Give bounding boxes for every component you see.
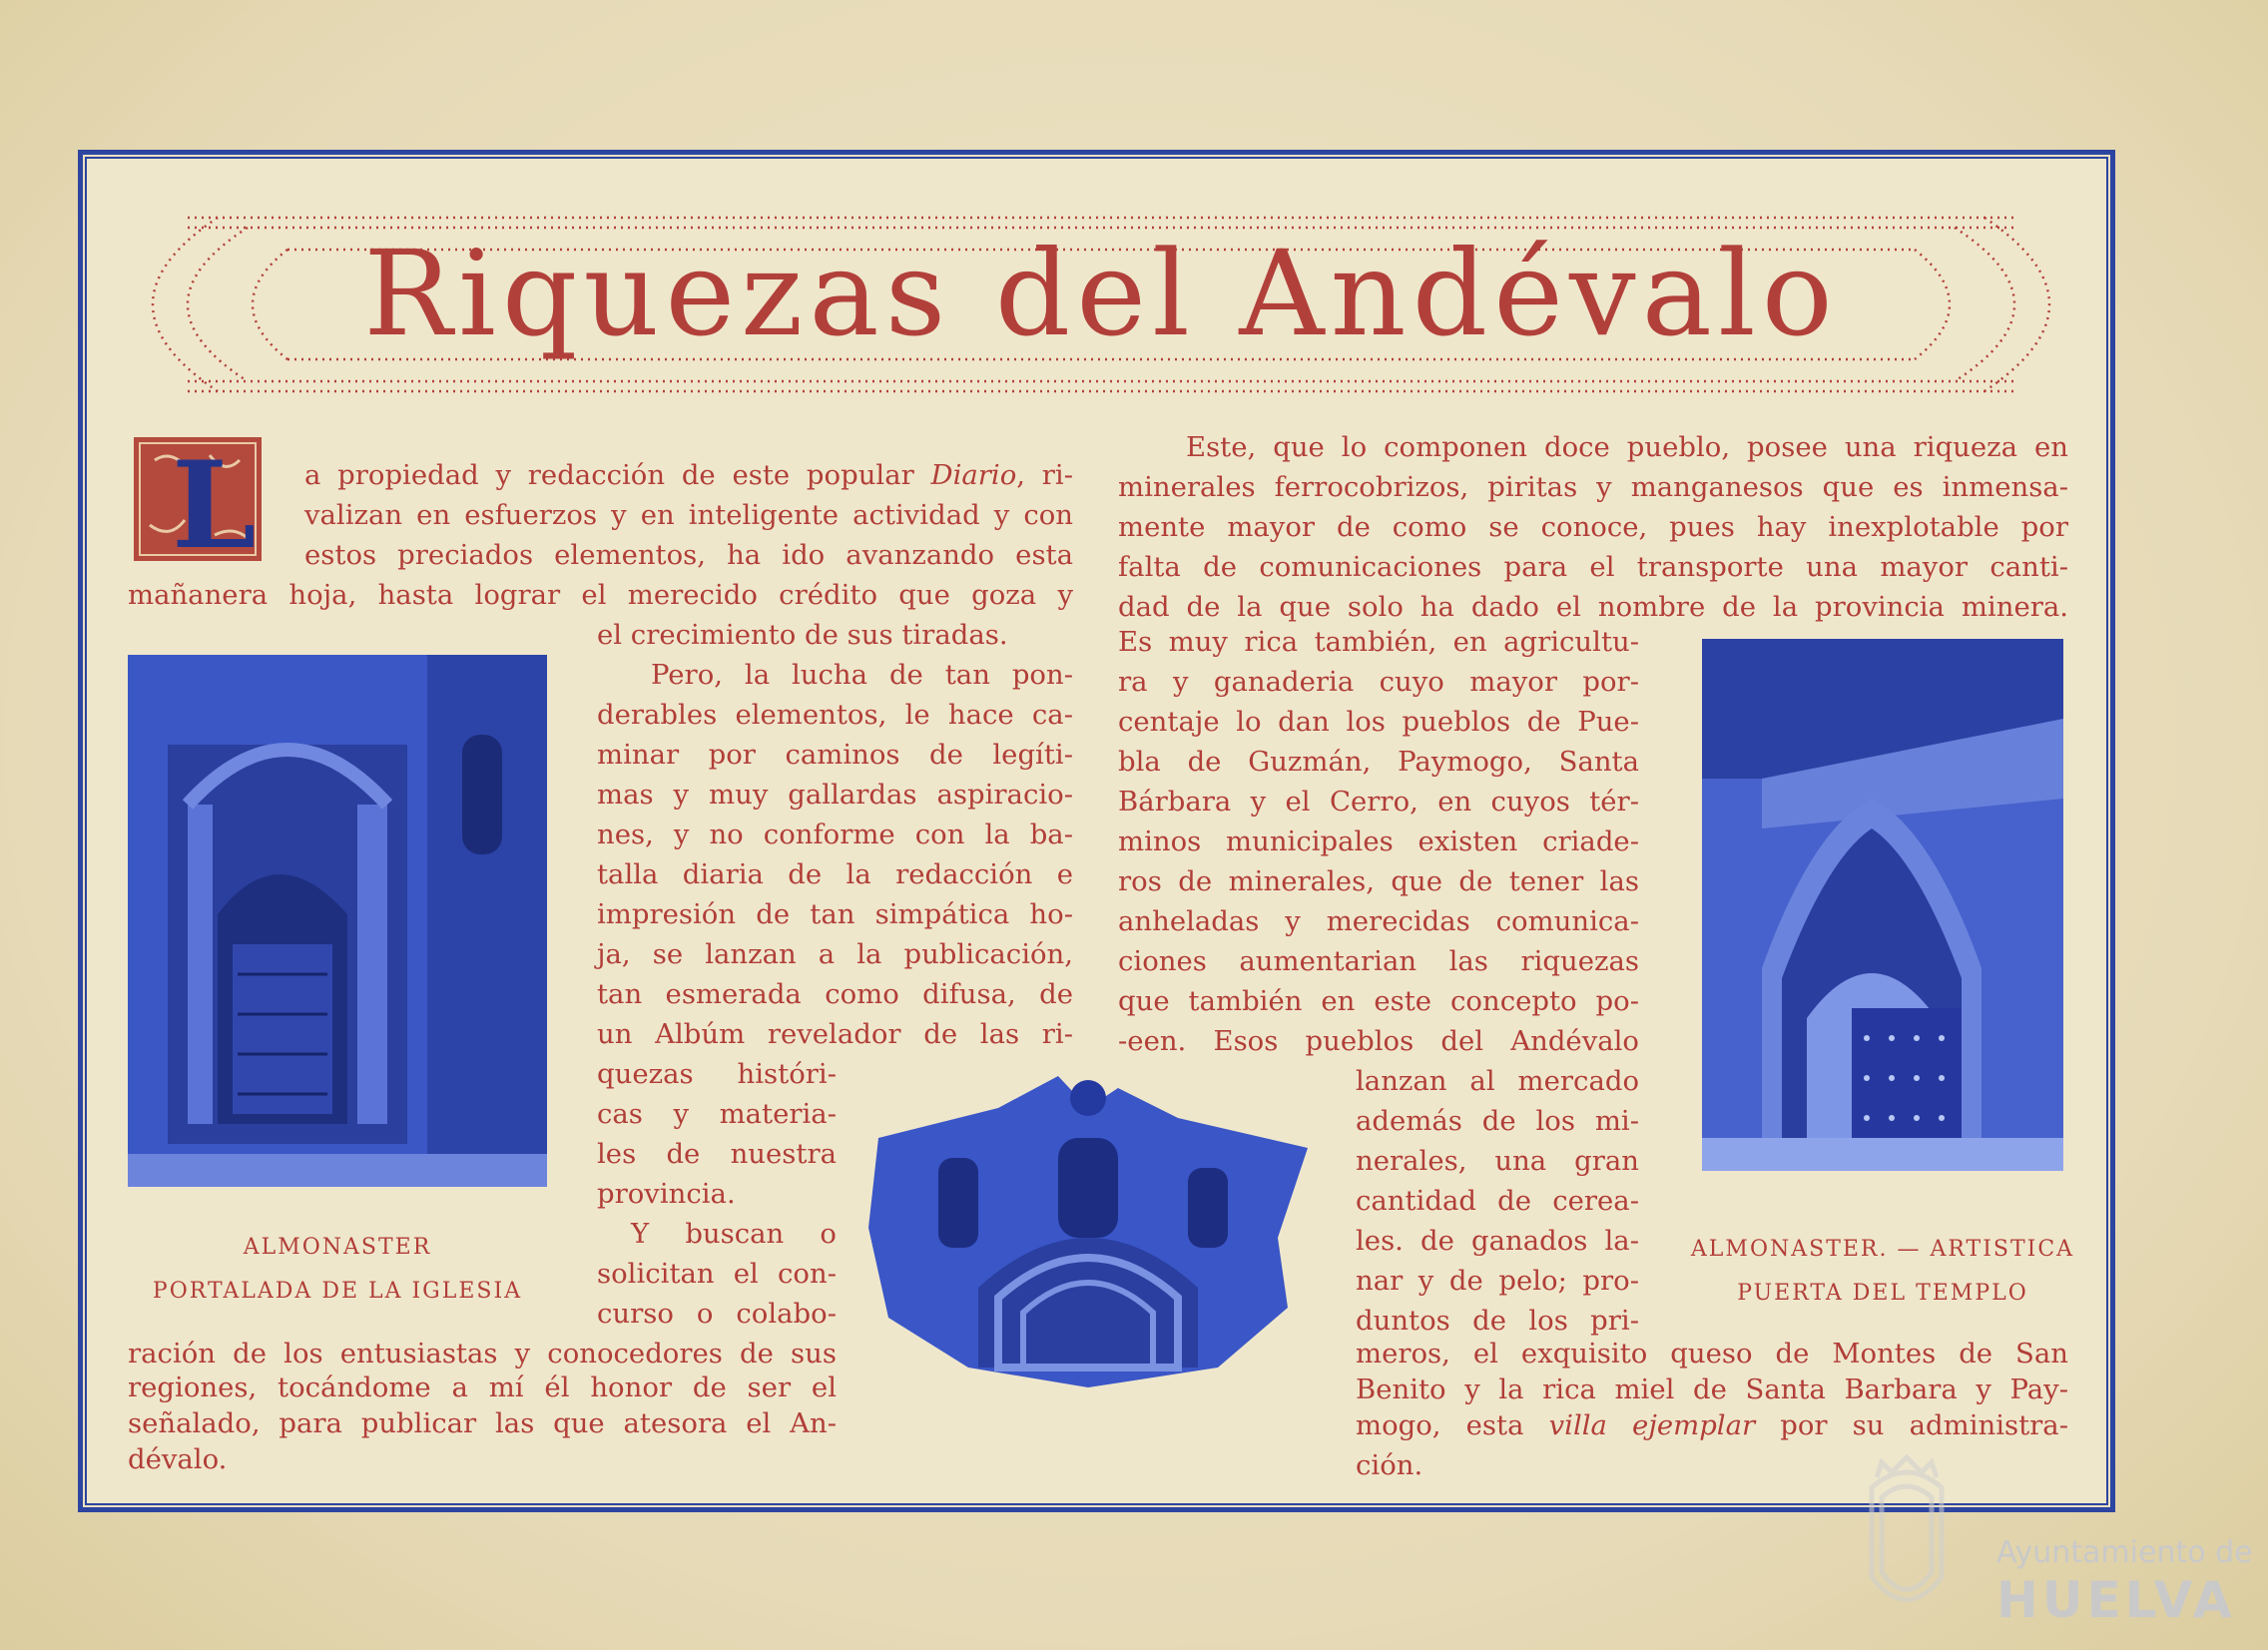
text-line: tan esmerada como difusa, de — [597, 978, 1073, 1010]
text-line: además de los mi- — [1356, 1105, 1639, 1137]
photo-almonaster-puerta — [1702, 639, 2063, 1171]
text-line: ción. — [1356, 1449, 1423, 1481]
text-line: a propiedad y redacción de este popular Diario, ri- — [304, 459, 1073, 491]
text-line: nes, y no conforme con la ba- — [597, 819, 1073, 850]
text-line: valizan en esfuerzos y en inteligente actividad y con — [304, 499, 1073, 531]
text-line: centaje lo dan los pueblos de Pue- — [1118, 706, 1639, 738]
text-line: dad de la que solo ha dado el nombre de la provincia minera. — [1118, 591, 2068, 623]
text-line: cas y materia- — [597, 1098, 837, 1130]
dropcap-letter: L — [172, 435, 257, 565]
text-line: Este, que lo componen doce pueblo, posee una riqueza en — [1186, 431, 2068, 463]
caption-right-line1: ALMONASTER. — ARTISTICA — [1690, 1237, 2075, 1262]
watermark-line1: Ayuntamiento de — [1996, 1535, 2253, 1570]
illuminated-dropcap — [130, 435, 270, 565]
text-line: Bárbara y el Cerro, en cuyos tér- — [1118, 786, 1639, 818]
text-line: ciones aumentarian las riquezas — [1118, 945, 1639, 977]
text-line: ja, se lanzan a la publicación, — [597, 938, 1073, 970]
text-line: les. de ganados la- — [1356, 1225, 1639, 1257]
text-line: Es muy rica también, en agricultu- — [1118, 626, 1639, 658]
page-title: Riquezas del Andévalo — [363, 225, 1839, 362]
text-line: mas y muy gallardas aspiracio- — [597, 779, 1073, 811]
watermark-line2: HUELVA — [1996, 1571, 2236, 1629]
right-intro — [1118, 427, 2068, 627]
text-line: estos preciados elementos, ha ido avanzando esta — [304, 539, 1073, 571]
text-line: el crecimiento de sus tiradas. — [597, 619, 1008, 651]
text-line: minerales ferrocobrizos, piritas y manganesos que es inmensa- — [1118, 471, 2068, 503]
left-intro — [304, 455, 1073, 575]
text-line: un Albúm revelador de las ri- — [597, 1018, 1073, 1050]
left-bottom — [128, 1334, 837, 1479]
text-line: meros, el exquisito queso de Montes de San — [1356, 1338, 2068, 1370]
text-line: talla diaria de la redacción e — [597, 858, 1073, 890]
text-line: duntos de los pri- — [1356, 1305, 1639, 1337]
text-line: ros de minerales, que de tener las — [1118, 865, 1639, 897]
text-line: nerales, una gran — [1356, 1145, 1639, 1177]
text-line: minos municipales existen criade- — [1118, 825, 1639, 857]
text-line: derables elementos, le hace ca- — [597, 699, 1073, 731]
text-line: -een. Esos pueblos del Andévalo — [1118, 1025, 1639, 1057]
text-line: dévalo. — [128, 1443, 228, 1475]
text-line: señalado, para publicar las que atesora el An- — [128, 1407, 837, 1439]
text-line: Benito y la rica miel de Santa Barbara y Pay- — [1356, 1374, 2068, 1405]
text-line: regiones, tocándome a mí él honor de ser el — [128, 1372, 837, 1403]
text-line: ración de los entusiastas y conocedores de sus — [128, 1338, 837, 1370]
text-line: que también en este concepto po- — [1118, 985, 1639, 1017]
photo-center-arch — [858, 1068, 1318, 1392]
text-line: mogo, esta villa ejemplar por su administra- — [1356, 1409, 2068, 1441]
photo-almonaster-portal — [128, 655, 547, 1187]
text-line: ra y ganaderia cuyo mayor por- — [1118, 666, 1639, 698]
text-line: solicitan el con- — [597, 1258, 837, 1290]
text-line: minar por caminos de legíti- — [597, 739, 1073, 771]
text-line: falta de comunicaciones para el transporte una mayor canti- — [1118, 551, 2068, 583]
caption-left — [128, 1226, 547, 1314]
left-intro-full — [128, 575, 1073, 615]
text-line: curso o colabo- — [597, 1298, 837, 1330]
right-middle-column — [1356, 1061, 1639, 1341]
text-line: cantidad de cerea- — [1356, 1185, 1639, 1217]
text-line: mañanera hoja, hasta lograr el merecido crédito que goza y — [128, 579, 1073, 611]
text-line: nar y de pelo; pro- — [1356, 1265, 1639, 1297]
text-line: anheladas y merecidas comunica- — [1118, 905, 1639, 937]
text-line: mente mayor de como se conoce, pues hay inexplotable por — [1118, 511, 2068, 543]
text-line: Y buscan o — [631, 1218, 837, 1250]
right-narrow-column — [1118, 622, 1639, 1061]
caption-right-line2: PUERTA DEL TEMPLO — [1737, 1281, 2028, 1306]
text-line: impresión de tan simpática ho- — [597, 898, 1073, 930]
left-narrowest-column — [597, 1054, 837, 1334]
caption-left-line1: ALMONASTER — [243, 1235, 432, 1260]
text-line: Pero, la lucha de tan pon- — [651, 659, 1073, 691]
text-line: bla de Guzmán, Paymogo, Santa — [1118, 746, 1639, 778]
text-line: les de nuestra — [597, 1138, 837, 1170]
text-line: provincia. — [597, 1178, 736, 1210]
text-line: lanzan al mercado — [1356, 1065, 1639, 1097]
caption-right — [1677, 1228, 2088, 1316]
text-line: quezas históri- — [597, 1058, 837, 1090]
caption-left-line2: PORTALADA DE LA IGLESIA — [152, 1279, 523, 1304]
left-narrow-column — [597, 615, 1073, 1054]
